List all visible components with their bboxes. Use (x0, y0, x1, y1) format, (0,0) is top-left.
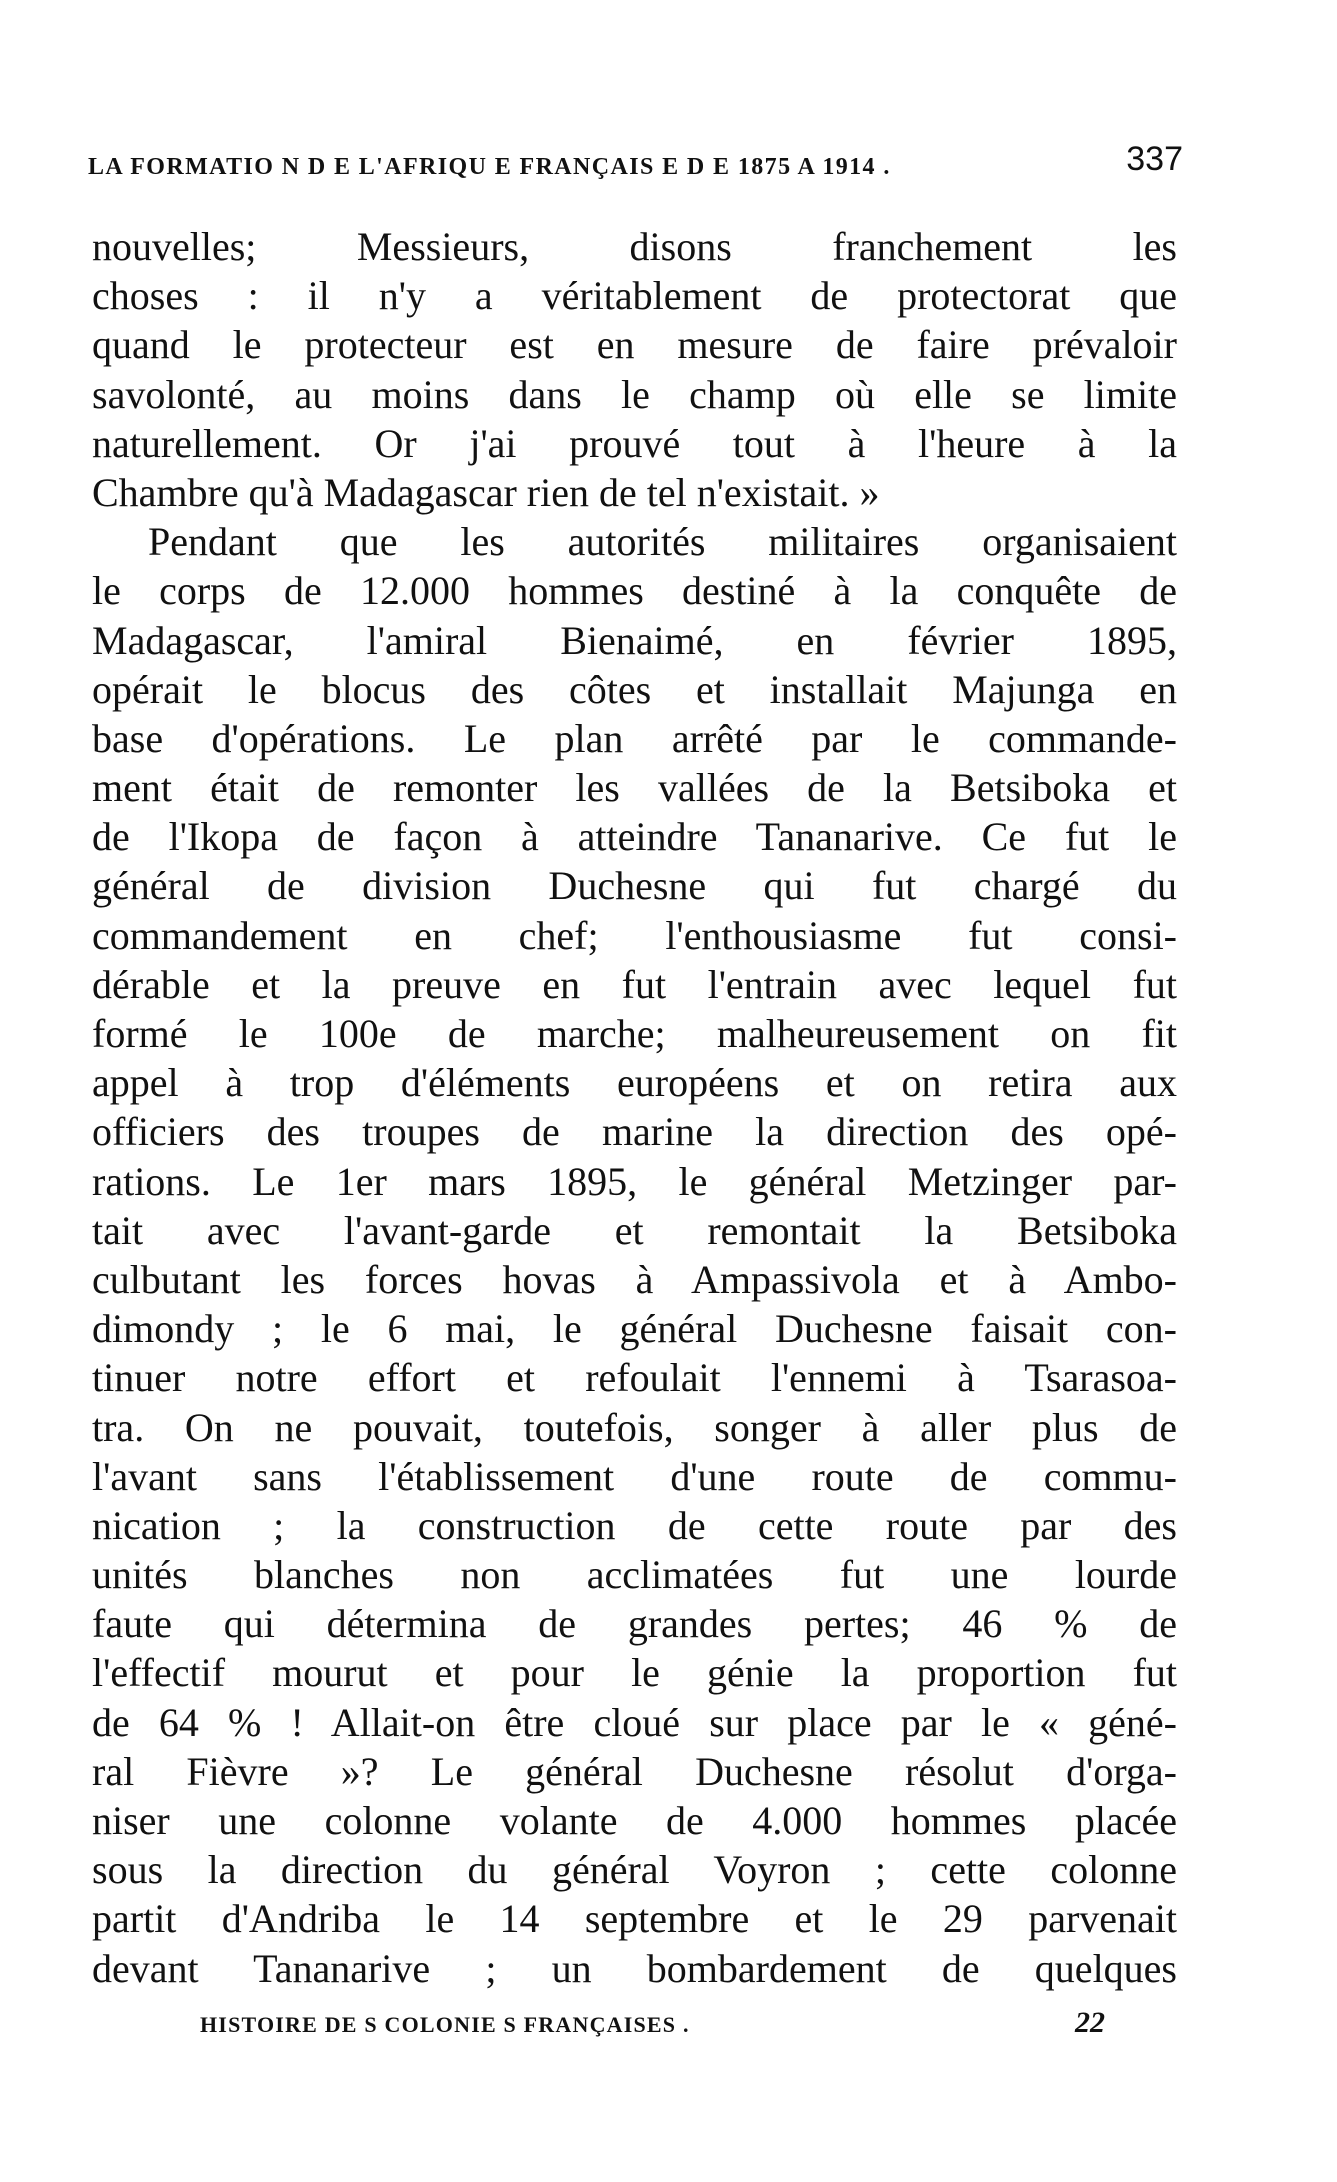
signature-mark: 22 (1075, 2006, 1105, 2039)
text-line: tinuer notre effort et refoulait l'ennemi à Tsarasoa- (92, 1355, 1177, 1401)
text-line: ment était de remonter les vallées de la Betsiboka et (92, 765, 1177, 811)
page-number: 337 (1126, 140, 1183, 178)
text-line: culbutant les forces hovas à Ampassivola et à Ambo- (92, 1256, 1177, 1302)
body-text (92, 222, 1177, 1993)
text-line: commandement en chef; l'enthousiasme fut consi- (92, 912, 1177, 958)
text-line: savolonté, au moins dans le champ où elle se limite (92, 371, 1177, 417)
text-line: faute qui détermina de grandes pertes; 46 % de (92, 1601, 1177, 1647)
text-line: ral Fièvre »? Le général Duchesne résolut d'orga- (92, 1748, 1177, 1794)
text-line: formé le 100e de marche; malheureusement on fit (92, 1011, 1177, 1056)
text-line: de l'Ikopa de façon à atteindre Tananarive. Ce fut le (92, 814, 1177, 860)
text-line: Madagascar, l'amiral Bienaimé, en février 1895, (92, 617, 1177, 663)
text-line: base d'opérations. Le plan arrêté par le commande- (92, 715, 1177, 761)
text-line: l'avant sans l'établissement d'une route de commu- (92, 1453, 1177, 1499)
text-line: tait avec l'avant-garde et remontait la Betsiboka (92, 1207, 1177, 1253)
text-line: Chambre qu'à Madagascar rien de tel n'existait. » (92, 469, 880, 515)
text-line: de 64 % ! Allait-on être cloué sur place par le « géné- (92, 1699, 1177, 1745)
running-title: LA FORMATIO N D E L'AFRIQU E FRANÇAIS E D E 1875 A 1914 . (88, 154, 891, 180)
text-line: général de division Duchesne qui fut chargé du (92, 863, 1177, 909)
text-line: niser une colonne volante de 4.000 hommes placée (92, 1798, 1177, 1843)
text-line: opérait le blocus des côtes et installait Majunga en (92, 666, 1177, 712)
text-line: rations. Le 1er mars 1895, le général Metzinger par- (92, 1158, 1177, 1204)
page-footer (200, 2006, 1105, 2046)
text-line: appel à trop d'éléments européens et on retira aux (92, 1060, 1177, 1106)
text-line: naturellement. Or j'ai prouvé tout à l'heure à la (92, 420, 1177, 466)
text-line: partit d'Andriba le 14 septembre et le 29 parvenait (92, 1896, 1177, 1942)
text-line: Pendant que les autorités militaires organisaient (148, 519, 1177, 565)
text-line: officiers des troupes de marine la direction des opé- (92, 1109, 1177, 1155)
text-line: dérable et la preuve en fut l'entrain avec lequel fut (92, 961, 1177, 1007)
text-line: unités blanches non acclimatées fut une lourde (92, 1552, 1177, 1598)
text-line: nication ; la construction de cette route par des (92, 1502, 1177, 1548)
text-line: quand le protecteur est en mesure de faire prévaloir (92, 322, 1177, 368)
text-line: tra. On ne pouvait, toutefois, songer à aller plus de (92, 1404, 1177, 1450)
footer-title: HISTOIRE DE S COLONIE S FRANÇAISES . (200, 2012, 690, 2037)
text-line: devant Tananarive ; un bombardement de quelques (92, 1945, 1177, 1991)
text-line: sous la direction du général Voyron ; cette colonne (92, 1847, 1177, 1893)
text-line: dimondy ; le 6 mai, le général Duchesne faisait con- (92, 1306, 1177, 1352)
running-head (88, 140, 1183, 190)
text-line: choses : il n'y a véritablement de protectorat que (92, 273, 1177, 319)
text-line: l'effectif mourut et pour le génie la proportion fut (92, 1650, 1177, 1696)
text-line: le corps de 12.000 hommes destiné à la conquête de (92, 568, 1177, 614)
text-line: nouvelles; Messieurs, disons franchement les (92, 224, 1177, 269)
